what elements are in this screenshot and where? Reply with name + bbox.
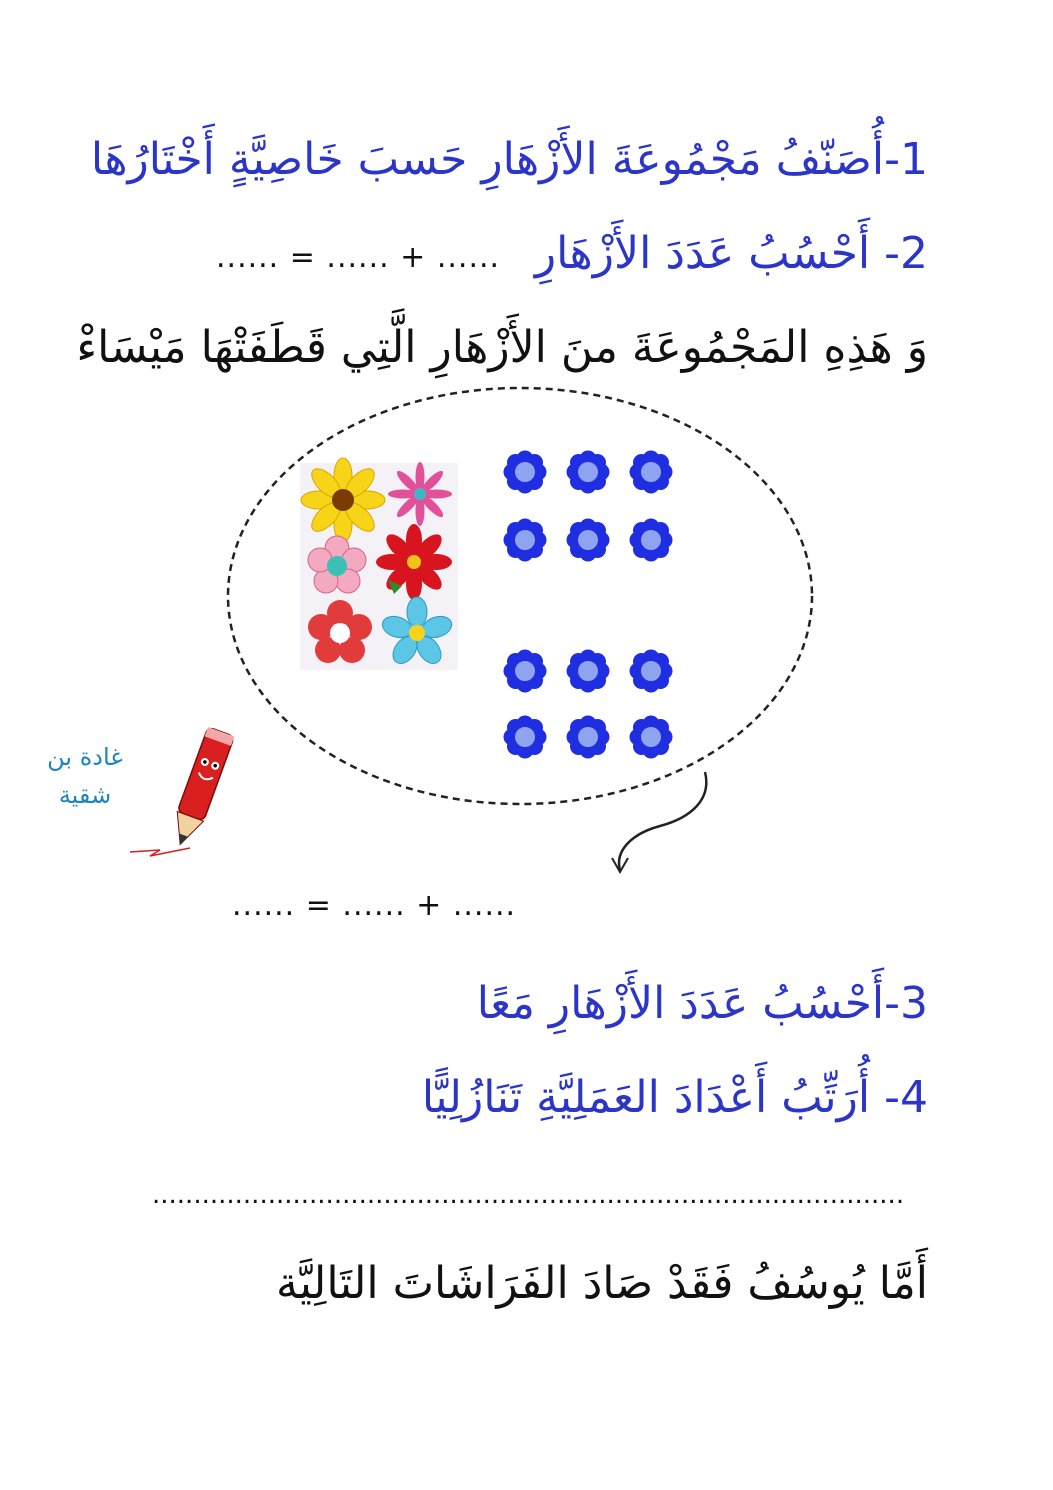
blue-flower [567, 519, 610, 562]
question-2: 2- أَحْسُبُ عَدَدَ الأَزْهَارِ [534, 228, 928, 279]
blue-flower [630, 451, 673, 494]
question-3: 3-أَحْسُبُ عَدَدَ الأَزْهَارِ مَعًا [476, 978, 928, 1029]
closing-sentence: أَمَّا يُوسُفُ فَقَدْ صَادَ الفَرَاشَاتَ التَالِيَّة [276, 1258, 928, 1309]
pencil-scribble [130, 848, 190, 856]
pink-flower [388, 462, 452, 526]
blue-flower [504, 451, 547, 494]
blue-flower [504, 519, 547, 562]
question-1: 1-أُصَنّفُ مَجْمُوعَةَ الأَزْهَارِ حَسبَ خَاصِيَّةٍ أَخْتَارُهَا [90, 134, 928, 185]
pencil-mascot-icon [167, 727, 234, 849]
blue-flower [504, 716, 547, 759]
blue-flower [504, 650, 547, 693]
equation-2: ...... = ...... + ...... [232, 888, 517, 923]
blue-flowers-group-top [504, 451, 673, 562]
intro-sentence: وَ هَذِهِ المَجْمُوعَةَ منَ الأَزْهَارِ الَّتِي قَطَفَتْهَا مَيْسَاءْ [76, 322, 928, 373]
blue-flower [567, 716, 610, 759]
blue-flower [630, 519, 673, 562]
yellow-flower [301, 458, 385, 542]
blue-flower [630, 716, 673, 759]
blue-flowers-group-bottom [504, 650, 673, 759]
question-2-equation: ...... = ...... + ...... [216, 240, 501, 275]
question-4: 4- أُرَتِّبُ أَعْدَادَ العَمَلِيَّةِ تَنَازُلِيًّا [421, 1072, 928, 1123]
speech-bubble-tail [619, 772, 706, 870]
author-credit [30, 738, 140, 815]
answer-line: ........................................................................................... [152, 1180, 905, 1210]
author-name-line2: شقية [58, 781, 112, 810]
blue-flower [567, 451, 610, 494]
blue-flower [567, 650, 610, 693]
blue-flower [630, 650, 673, 693]
author-name-line1: غادة بن [47, 743, 123, 771]
colored-flowers-box [300, 458, 458, 670]
